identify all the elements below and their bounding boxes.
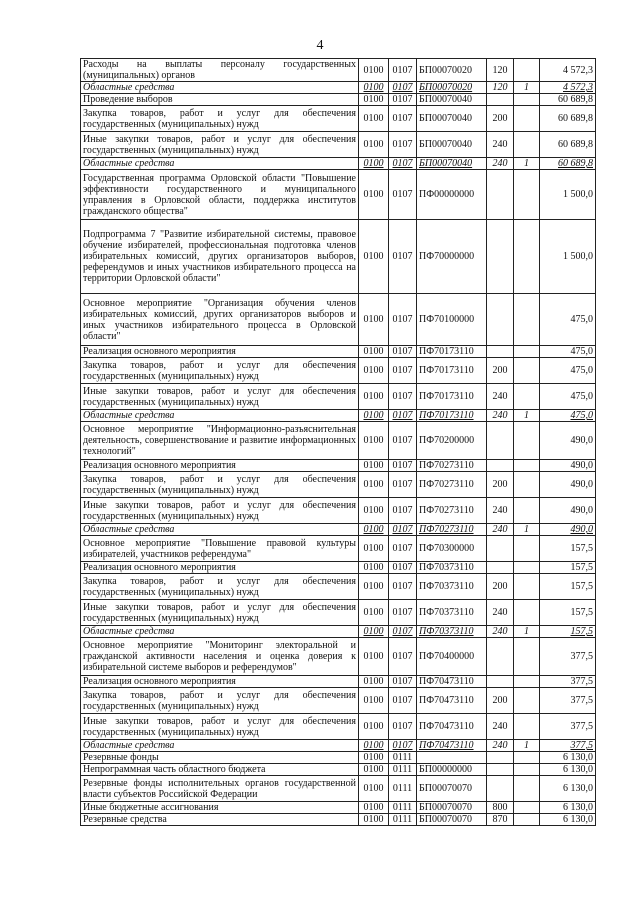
row-csr-cell: ПФ70473110 xyxy=(417,676,487,688)
row-csr-cell: ПФ70273110 xyxy=(417,472,487,498)
table-row xyxy=(81,346,596,358)
row-vr-cell xyxy=(487,460,514,472)
row-name-cell: Основное мероприятие "Повышение правовой культуры избирателей, участников референдума" xyxy=(81,536,359,562)
row-csr-cell: ПФ70373110 xyxy=(417,626,487,638)
row-sum-cell: 490,0 xyxy=(540,524,596,536)
table-row xyxy=(81,600,596,626)
row-sum-cell: 4 572,3 xyxy=(540,82,596,94)
row-podrazdel-cell: 0107 xyxy=(389,600,417,626)
row-name-cell: Закупка товаров, работ и услуг для обеспечения государственных (муниципальных) нужд xyxy=(81,574,359,600)
row-name-cell: Основное мероприятие "Информационно-разъяснительная деятельность, совершенствование и развитие информационных технологий" xyxy=(81,422,359,460)
row-vr-cell: 200 xyxy=(487,472,514,498)
table-row xyxy=(81,802,596,814)
row-razdel-cell: 0100 xyxy=(359,106,389,132)
row-source-cell xyxy=(514,422,540,460)
table-row xyxy=(81,752,596,764)
table-row xyxy=(81,638,596,676)
row-sum-cell: 475,0 xyxy=(540,346,596,358)
row-podrazdel-cell: 0107 xyxy=(389,688,417,714)
page-number: 4 xyxy=(316,38,324,53)
row-csr-cell: ПФ70100000 xyxy=(417,294,487,346)
row-sum-cell: 60 689,8 xyxy=(540,132,596,158)
row-vr-cell xyxy=(487,676,514,688)
row-podrazdel-cell: 0107 xyxy=(389,536,417,562)
row-source-cell xyxy=(514,600,540,626)
row-csr-cell: БП00070040 xyxy=(417,158,487,170)
row-source-cell xyxy=(514,170,540,220)
table-row xyxy=(81,94,596,106)
row-name-cell: Резервные фонды исполнительных органов государственной власти субъектов Российской Федерации xyxy=(81,776,359,802)
row-podrazdel-cell: 0107 xyxy=(389,498,417,524)
table-row xyxy=(81,764,596,776)
row-csr-cell: ПФ70173110 xyxy=(417,358,487,384)
row-sum-cell: 475,0 xyxy=(540,384,596,410)
row-razdel-cell: 0100 xyxy=(359,740,389,752)
row-razdel-cell: 0100 xyxy=(359,764,389,776)
row-vr-cell: 240 xyxy=(487,410,514,422)
row-source-cell xyxy=(514,814,540,826)
row-name-cell: Государственная программа Орловской области "Повышение эффективности государственного и муниципального управления в Орловской области, поддержка институтов гражданского общества" xyxy=(81,170,359,220)
row-sum-cell: 6 130,0 xyxy=(540,752,596,764)
row-name-cell: Подпрограмма 7 "Развитие избирательной системы, правовое обучение избирателей, профессиональная подготовка членов избирательных комиссий, других организаторов выборов, референдумов и иных участников избирательного процесса на территории Орловской области" xyxy=(81,220,359,294)
row-vr-cell: 800 xyxy=(487,802,514,814)
row-podrazdel-cell: 0111 xyxy=(389,814,417,826)
row-vr-cell: 240 xyxy=(487,600,514,626)
table-row xyxy=(81,814,596,826)
row-csr-cell: ПФ70400000 xyxy=(417,638,487,676)
row-podrazdel-cell: 0107 xyxy=(389,59,417,82)
row-sum-cell: 157,5 xyxy=(540,536,596,562)
row-csr-cell: ПФ70000000 xyxy=(417,220,487,294)
row-source-cell xyxy=(514,764,540,776)
row-name-cell: Резервные средства xyxy=(81,814,359,826)
table-row xyxy=(81,472,596,498)
row-name-cell: Иные закупки товаров, работ и услуг для обеспечения государственных (муниципальных) нужд xyxy=(81,132,359,158)
row-razdel-cell: 0100 xyxy=(359,714,389,740)
row-csr-cell: ПФ70473110 xyxy=(417,740,487,752)
row-csr-cell: ПФ70473110 xyxy=(417,688,487,714)
row-csr-cell: ПФ70473110 xyxy=(417,714,487,740)
row-source-cell: 1 xyxy=(514,410,540,422)
row-name-cell: Закупка товаров, работ и услуг для обеспечения государственных (муниципальных) нужд xyxy=(81,688,359,714)
row-source-cell xyxy=(514,384,540,410)
table-row xyxy=(81,170,596,220)
row-vr-cell xyxy=(487,752,514,764)
row-podrazdel-cell: 0107 xyxy=(389,562,417,574)
row-sum-cell: 60 689,8 xyxy=(540,158,596,170)
table-row xyxy=(81,714,596,740)
row-podrazdel-cell: 0107 xyxy=(389,220,417,294)
row-sum-cell: 1 500,0 xyxy=(540,170,596,220)
row-csr-cell: ПФ70273110 xyxy=(417,498,487,524)
row-vr-cell: 240 xyxy=(487,384,514,410)
row-sum-cell: 6 130,0 xyxy=(540,802,596,814)
table-row xyxy=(81,740,596,752)
table-row xyxy=(81,59,596,82)
table-row xyxy=(81,106,596,132)
row-vr-cell xyxy=(487,294,514,346)
row-name-cell: Областные средства xyxy=(81,158,359,170)
row-csr-cell: ПФ70173110 xyxy=(417,384,487,410)
row-csr-cell: БП00070040 xyxy=(417,132,487,158)
row-csr-cell: БП00070020 xyxy=(417,59,487,82)
row-podrazdel-cell: 0111 xyxy=(389,764,417,776)
row-sum-cell: 490,0 xyxy=(540,498,596,524)
row-razdel-cell: 0100 xyxy=(359,294,389,346)
row-source-cell: 1 xyxy=(514,740,540,752)
row-podrazdel-cell: 0111 xyxy=(389,752,417,764)
row-source-cell xyxy=(514,294,540,346)
row-vr-cell: 120 xyxy=(487,59,514,82)
row-vr-cell: 240 xyxy=(487,132,514,158)
row-podrazdel-cell: 0107 xyxy=(389,422,417,460)
row-sum-cell: 475,0 xyxy=(540,294,596,346)
table-row xyxy=(81,536,596,562)
row-razdel-cell: 0100 xyxy=(359,422,389,460)
row-razdel-cell: 0100 xyxy=(359,802,389,814)
row-source-cell: 1 xyxy=(514,158,540,170)
row-podrazdel-cell: 0107 xyxy=(389,346,417,358)
table-row xyxy=(81,422,596,460)
row-source-cell xyxy=(514,472,540,498)
row-vr-cell: 240 xyxy=(487,626,514,638)
table-row xyxy=(81,524,596,536)
row-sum-cell: 377,5 xyxy=(540,740,596,752)
row-source-cell xyxy=(514,460,540,472)
row-source-cell: 1 xyxy=(514,626,540,638)
row-razdel-cell: 0100 xyxy=(359,94,389,106)
row-vr-cell: 200 xyxy=(487,358,514,384)
row-razdel-cell: 0100 xyxy=(359,676,389,688)
row-csr-cell: ПФ70173110 xyxy=(417,410,487,422)
row-name-cell: Областные средства xyxy=(81,82,359,94)
table-row xyxy=(81,158,596,170)
row-name-cell: Резервные фонды xyxy=(81,752,359,764)
row-name-cell: Реализация основного мероприятия xyxy=(81,562,359,574)
table-row xyxy=(81,562,596,574)
row-vr-cell: 870 xyxy=(487,814,514,826)
row-podrazdel-cell: 0107 xyxy=(389,170,417,220)
row-source-cell xyxy=(514,220,540,294)
row-podrazdel-cell: 0107 xyxy=(389,158,417,170)
row-source-cell xyxy=(514,132,540,158)
row-vr-cell xyxy=(487,94,514,106)
row-vr-cell xyxy=(487,638,514,676)
row-csr-cell: БП00070070 xyxy=(417,814,487,826)
row-source-cell xyxy=(514,59,540,82)
row-source-cell xyxy=(514,752,540,764)
row-podrazdel-cell: 0111 xyxy=(389,802,417,814)
row-source-cell xyxy=(514,802,540,814)
row-razdel-cell: 0100 xyxy=(359,82,389,94)
table-row xyxy=(81,776,596,802)
row-razdel-cell: 0100 xyxy=(359,536,389,562)
row-razdel-cell: 0100 xyxy=(359,460,389,472)
row-name-cell: Проведение выборов xyxy=(81,94,359,106)
row-name-cell: Непрограммная часть областного бюджета xyxy=(81,764,359,776)
row-vr-cell: 200 xyxy=(487,106,514,132)
row-name-cell: Расходы на выплаты персоналу государственных (муниципальных) органов xyxy=(81,59,359,82)
row-sum-cell: 60 689,8 xyxy=(540,94,596,106)
row-razdel-cell: 0100 xyxy=(359,132,389,158)
row-name-cell: Иные закупки товаров, работ и услуг для обеспечения государственных (муниципальных) нужд xyxy=(81,384,359,410)
row-source-cell xyxy=(514,688,540,714)
row-source-cell xyxy=(514,574,540,600)
row-csr-cell: БП00070040 xyxy=(417,106,487,132)
row-razdel-cell: 0100 xyxy=(359,814,389,826)
row-podrazdel-cell: 0107 xyxy=(389,106,417,132)
row-source-cell xyxy=(514,536,540,562)
row-vr-cell xyxy=(487,764,514,776)
table-row xyxy=(81,688,596,714)
row-sum-cell: 377,5 xyxy=(540,688,596,714)
row-name-cell: Основное мероприятие "Мониторинг электоральной и гражданской активности населения и оценка доверия к избирательной системе выборов и референдумов" xyxy=(81,638,359,676)
row-csr-cell: ПФ00000000 xyxy=(417,170,487,220)
row-razdel-cell: 0100 xyxy=(359,600,389,626)
row-sum-cell: 490,0 xyxy=(540,472,596,498)
row-source-cell xyxy=(514,358,540,384)
row-name-cell: Иные бюджетные ассигнования xyxy=(81,802,359,814)
row-sum-cell: 4 572,3 xyxy=(540,59,596,82)
row-podrazdel-cell: 0107 xyxy=(389,626,417,638)
row-name-cell: Закупка товаров, работ и услуг для обеспечения государственных (муниципальных) нужд xyxy=(81,472,359,498)
budget-table xyxy=(80,58,596,826)
table-row xyxy=(81,498,596,524)
row-csr-cell: ПФ70300000 xyxy=(417,536,487,562)
row-razdel-cell: 0100 xyxy=(359,498,389,524)
row-csr-cell: БП00000000 xyxy=(417,764,487,776)
table-row xyxy=(81,358,596,384)
row-vr-cell: 200 xyxy=(487,574,514,600)
row-source-cell xyxy=(514,714,540,740)
row-razdel-cell: 0100 xyxy=(359,358,389,384)
row-sum-cell: 6 130,0 xyxy=(540,764,596,776)
row-source-cell xyxy=(514,498,540,524)
row-sum-cell: 475,0 xyxy=(540,358,596,384)
row-csr-cell: БП00070070 xyxy=(417,776,487,802)
row-razdel-cell: 0100 xyxy=(359,158,389,170)
row-razdel-cell: 0100 xyxy=(359,574,389,600)
row-razdel-cell: 0100 xyxy=(359,776,389,802)
row-source-cell xyxy=(514,562,540,574)
row-vr-cell: 240 xyxy=(487,158,514,170)
row-podrazdel-cell: 0107 xyxy=(389,460,417,472)
table-row xyxy=(81,574,596,600)
row-sum-cell: 157,5 xyxy=(540,562,596,574)
row-vr-cell: 240 xyxy=(487,498,514,524)
row-vr-cell xyxy=(487,170,514,220)
row-source-cell xyxy=(514,106,540,132)
row-csr-cell: БП00070040 xyxy=(417,94,487,106)
row-razdel-cell: 0100 xyxy=(359,626,389,638)
row-podrazdel-cell: 0107 xyxy=(389,676,417,688)
row-razdel-cell: 0100 xyxy=(359,220,389,294)
row-razdel-cell: 0100 xyxy=(359,638,389,676)
row-podrazdel-cell: 0107 xyxy=(389,410,417,422)
row-vr-cell xyxy=(487,776,514,802)
budget-table-body xyxy=(81,59,596,826)
row-vr-cell: 240 xyxy=(487,740,514,752)
row-source-cell xyxy=(514,676,540,688)
row-csr-cell: ПФ70273110 xyxy=(417,524,487,536)
row-podrazdel-cell: 0107 xyxy=(389,132,417,158)
row-sum-cell: 1 500,0 xyxy=(540,220,596,294)
row-vr-cell: 200 xyxy=(487,688,514,714)
row-podrazdel-cell: 0107 xyxy=(389,94,417,106)
row-name-cell: Закупка товаров, работ и услуг для обеспечения государственных (муниципальных) нужд xyxy=(81,106,359,132)
row-sum-cell: 490,0 xyxy=(540,422,596,460)
row-razdel-cell: 0100 xyxy=(359,346,389,358)
row-source-cell xyxy=(514,94,540,106)
row-podrazdel-cell: 0107 xyxy=(389,358,417,384)
row-vr-cell xyxy=(487,220,514,294)
row-vr-cell: 240 xyxy=(487,524,514,536)
row-sum-cell: 157,5 xyxy=(540,600,596,626)
row-sum-cell: 157,5 xyxy=(540,626,596,638)
table-row xyxy=(81,220,596,294)
row-razdel-cell: 0100 xyxy=(359,472,389,498)
row-vr-cell: 120 xyxy=(487,82,514,94)
row-source-cell: 1 xyxy=(514,524,540,536)
row-razdel-cell: 0100 xyxy=(359,752,389,764)
row-csr-cell: ПФ70373110 xyxy=(417,574,487,600)
row-sum-cell: 60 689,8 xyxy=(540,106,596,132)
row-name-cell: Областные средства xyxy=(81,740,359,752)
table-row xyxy=(81,626,596,638)
row-name-cell: Закупка товаров, работ и услуг для обеспечения государственных (муниципальных) нужд xyxy=(81,358,359,384)
row-sum-cell: 377,5 xyxy=(540,714,596,740)
table-row xyxy=(81,384,596,410)
row-razdel-cell: 0100 xyxy=(359,688,389,714)
row-vr-cell xyxy=(487,562,514,574)
row-name-cell: Основное мероприятие "Организация обучения членов избирательных комиссий, других организаторов выборов и иных участников избирательного процесса в Орловской области" xyxy=(81,294,359,346)
row-podrazdel-cell: 0107 xyxy=(389,82,417,94)
row-podrazdel-cell: 0107 xyxy=(389,638,417,676)
row-csr-cell: ПФ70373110 xyxy=(417,600,487,626)
row-csr-cell: ПФ70273110 xyxy=(417,460,487,472)
row-source-cell xyxy=(514,638,540,676)
row-podrazdel-cell: 0107 xyxy=(389,294,417,346)
row-csr-cell: ПФ70373110 xyxy=(417,562,487,574)
row-name-cell: Реализация основного мероприятия xyxy=(81,346,359,358)
row-name-cell: Областные средства xyxy=(81,410,359,422)
row-sum-cell: 490,0 xyxy=(540,460,596,472)
row-razdel-cell: 0100 xyxy=(359,170,389,220)
row-podrazdel-cell: 0107 xyxy=(389,524,417,536)
row-name-cell: Иные закупки товаров, работ и услуг для обеспечения государственных (муниципальных) нужд xyxy=(81,600,359,626)
row-name-cell: Реализация основного мероприятия xyxy=(81,460,359,472)
row-csr-cell xyxy=(417,752,487,764)
row-name-cell: Областные средства xyxy=(81,524,359,536)
table-row xyxy=(81,460,596,472)
table-row xyxy=(81,294,596,346)
row-podrazdel-cell: 0107 xyxy=(389,472,417,498)
row-vr-cell xyxy=(487,536,514,562)
row-podrazdel-cell: 0107 xyxy=(389,714,417,740)
row-sum-cell: 377,5 xyxy=(540,676,596,688)
row-razdel-cell: 0100 xyxy=(359,410,389,422)
row-name-cell: Иные закупки товаров, работ и услуг для обеспечения государственных (муниципальных) нужд xyxy=(81,714,359,740)
row-name-cell: Областные средства xyxy=(81,626,359,638)
row-vr-cell xyxy=(487,346,514,358)
row-csr-cell: ПФ70173110 xyxy=(417,346,487,358)
row-podrazdel-cell: 0107 xyxy=(389,574,417,600)
row-vr-cell: 240 xyxy=(487,714,514,740)
row-source-cell xyxy=(514,776,540,802)
table-row xyxy=(81,82,596,94)
row-name-cell: Реализация основного мероприятия xyxy=(81,676,359,688)
row-name-cell: Иные закупки товаров, работ и услуг для обеспечения государственных (муниципальных) нужд xyxy=(81,498,359,524)
row-sum-cell: 6 130,0 xyxy=(540,814,596,826)
table-row xyxy=(81,410,596,422)
row-csr-cell: БП00070070 xyxy=(417,802,487,814)
table-row xyxy=(81,132,596,158)
row-csr-cell: ПФ70200000 xyxy=(417,422,487,460)
row-razdel-cell: 0100 xyxy=(359,562,389,574)
row-razdel-cell: 0100 xyxy=(359,524,389,536)
row-sum-cell: 6 130,0 xyxy=(540,776,596,802)
row-podrazdel-cell: 0107 xyxy=(389,384,417,410)
row-sum-cell: 377,5 xyxy=(540,638,596,676)
row-source-cell: 1 xyxy=(514,82,540,94)
row-podrazdel-cell: 0107 xyxy=(389,740,417,752)
row-podrazdel-cell: 0111 xyxy=(389,776,417,802)
row-source-cell xyxy=(514,346,540,358)
table-row xyxy=(81,676,596,688)
row-razdel-cell: 0100 xyxy=(359,384,389,410)
row-vr-cell xyxy=(487,422,514,460)
row-sum-cell: 157,5 xyxy=(540,574,596,600)
row-razdel-cell: 0100 xyxy=(359,59,389,82)
row-csr-cell: БП00070020 xyxy=(417,82,487,94)
row-sum-cell: 475,0 xyxy=(540,410,596,422)
